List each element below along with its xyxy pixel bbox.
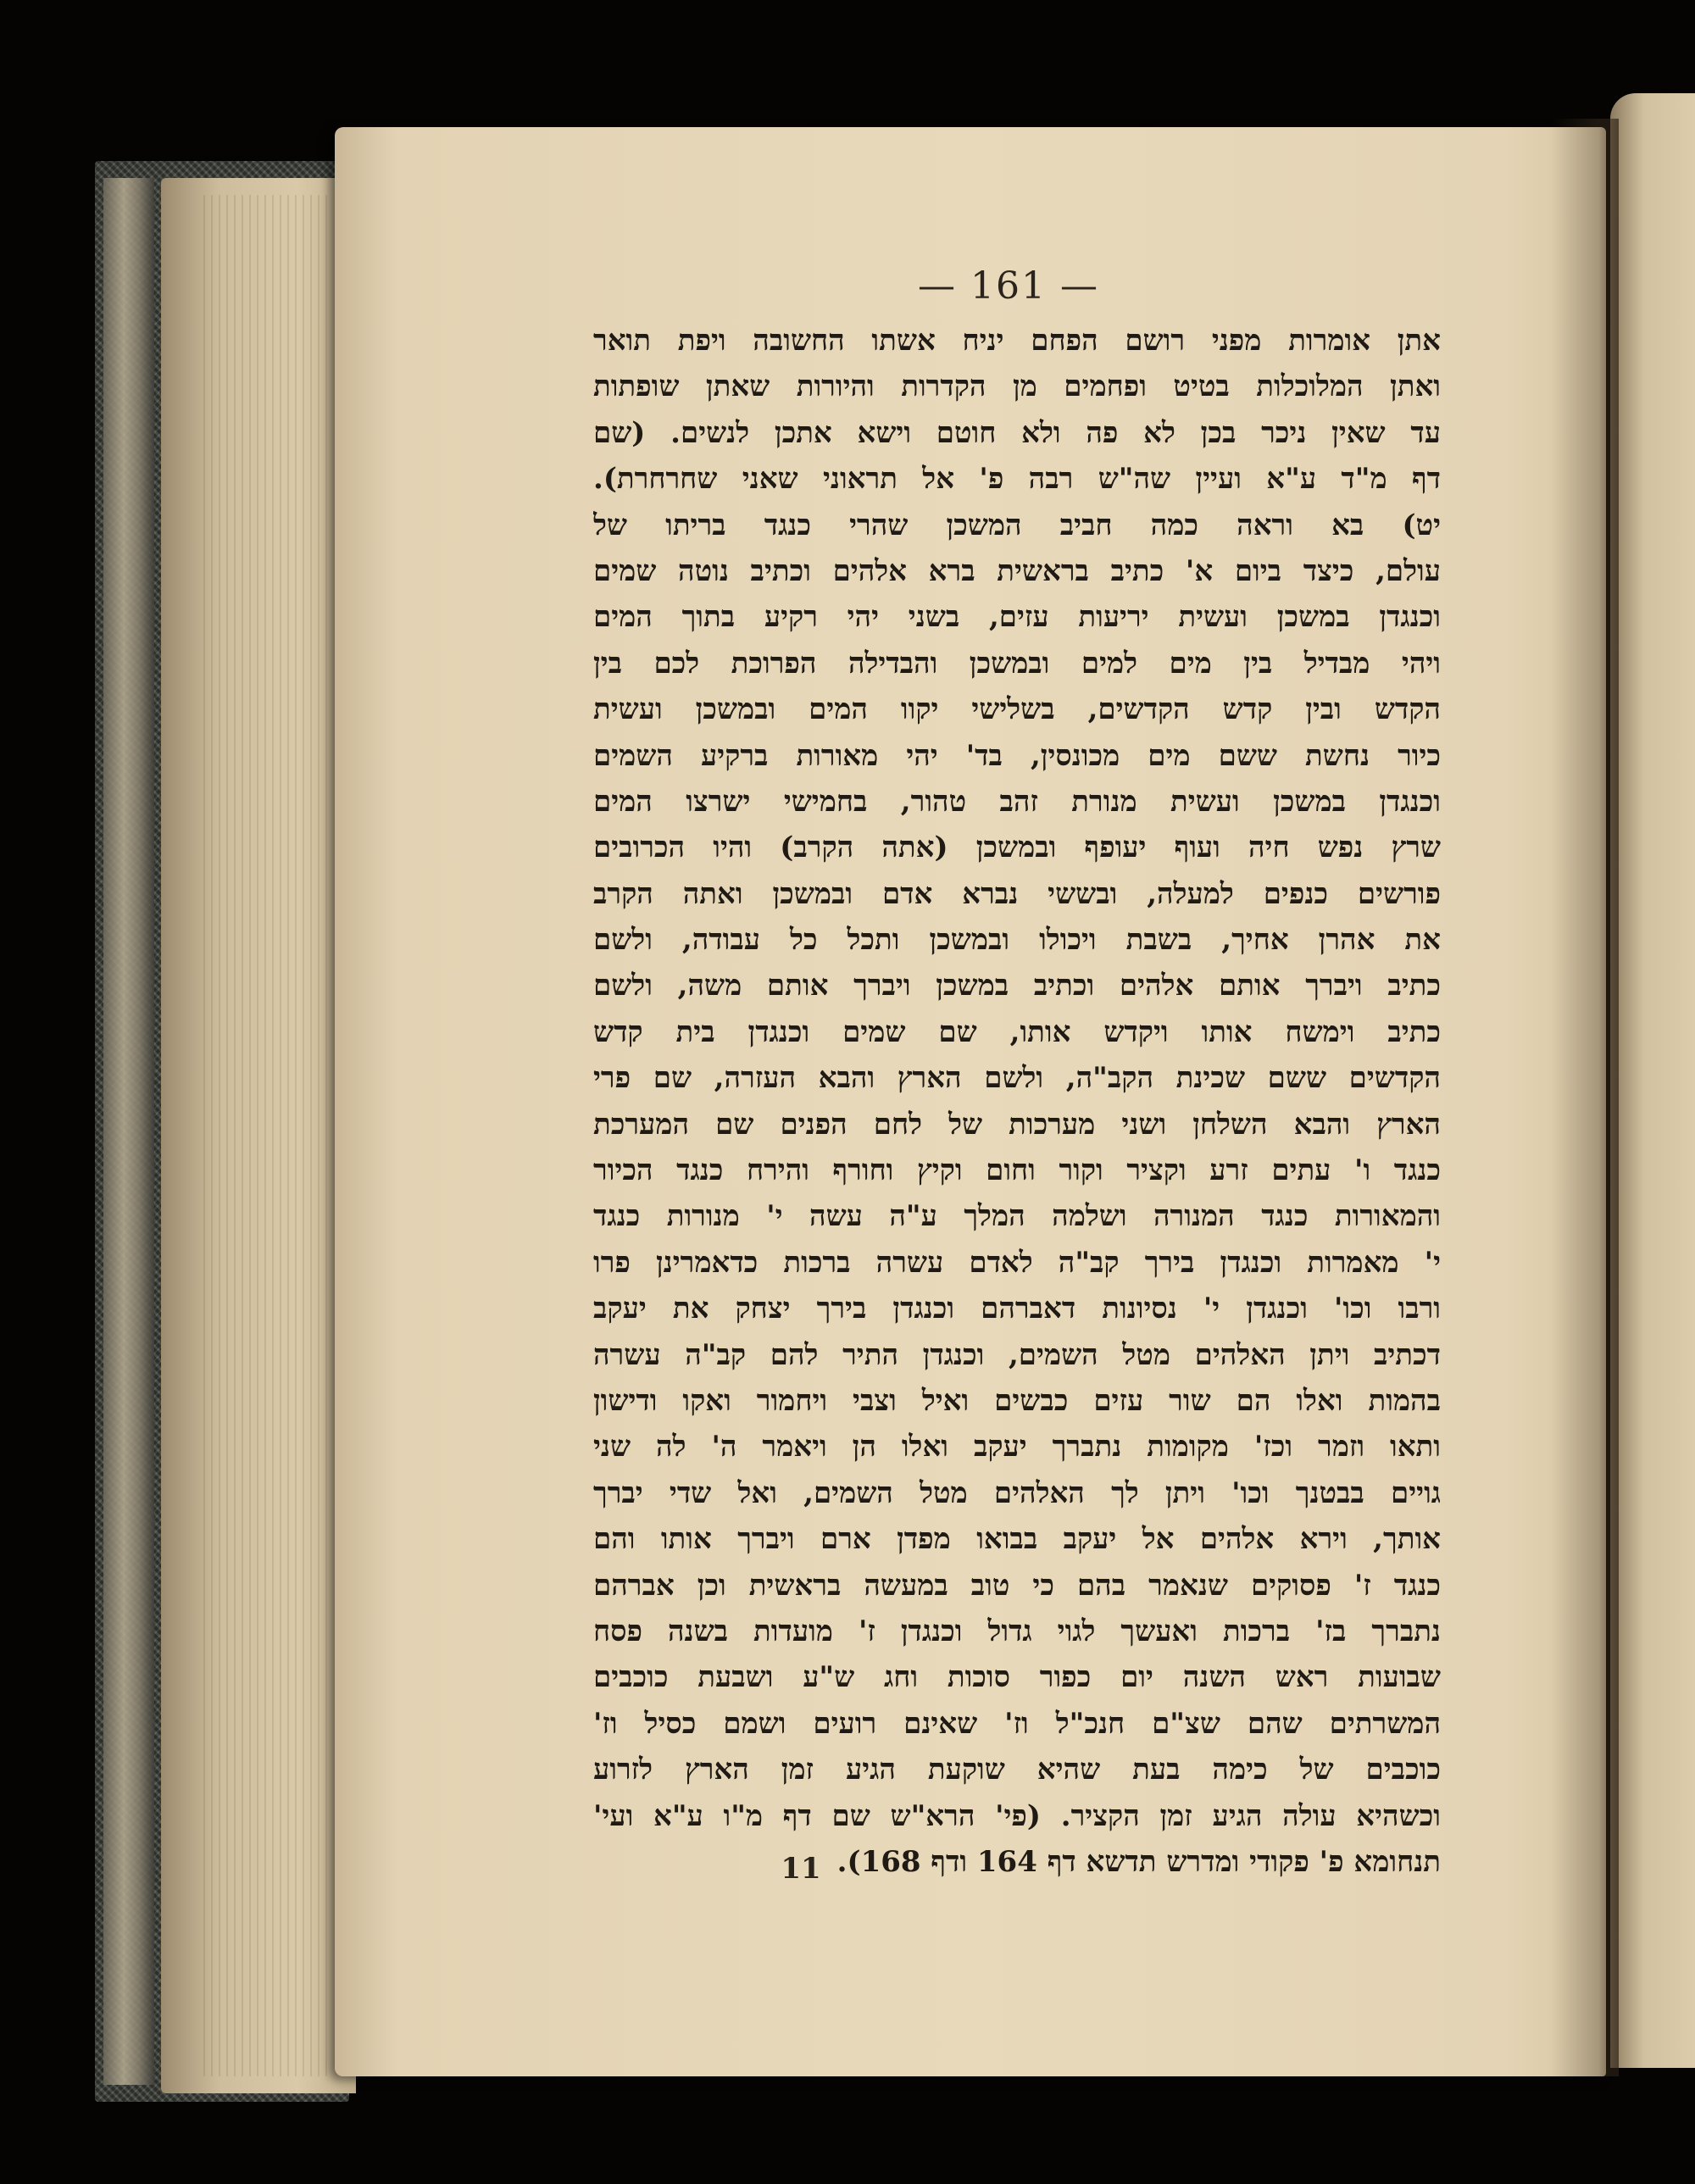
text-line: עד שאין ניכר בכן לא פה ולא חוטם וישא אתכן לנשים. (שם — [593, 415, 1441, 450]
text-line: י' מאמרות וכנגדן בירך קב"ה לאדם עשרה ברכות כדאמרינן פרו — [593, 1245, 1441, 1280]
text-line: הקדש ובין קדש הקדשים, בשלישי יקוו המים ובמשכן ועשית — [593, 692, 1441, 727]
text-line: אותך, וירא אלהים אל יעקב בבואו מפדן ארם ויברך אותו והם — [593, 1522, 1441, 1557]
text-line: וכנגדן במשכן ועשית יריעות עזים, בשני יהי רקיע בתוך המים — [593, 600, 1441, 635]
signature-mark: 11 — [781, 1852, 821, 1886]
text-line: כיור נחשת ששם מים מכונסין, בד' יהי מאורות ברקיע השמים — [593, 738, 1441, 773]
text-line: וכנגדן במשכן ועשית מנורת זהב טהור, בחמישי ישרצו המים — [593, 784, 1441, 819]
text-line: וכשהיא עולה הגיע זמן הקציר. (פי' הרא"ש שם דף מ"ו ע"א ועי' — [593, 1798, 1441, 1833]
text-line: ותאו וזמר וכז' מקומות נתברך יעקב ואלו הן ויאמר ה' לה שני — [593, 1430, 1441, 1464]
text-line: הקדשים ששם שכינת הקב"ה, ולשם הארץ והבא העזרה, שם פרי — [593, 1061, 1441, 1096]
text-line: המשרתים שהם שצ"ם חנכ"ל וז' שאינם רועים ושמם כסיל וז' — [593, 1706, 1441, 1741]
text-line: דכתיב ויתן האלהים מטל השמים, וכנגדן התיר להם קב"ה עשרה — [593, 1337, 1441, 1372]
text-line: נתברך בז' ברכות ואעשך לגוי גדול וכנגדן ז' מועדות בשנה פסח — [593, 1614, 1441, 1648]
text-line: עולם, כיצד ביום א' כתיב בראשית ברא אלהים וכתיב נוטה שמים — [593, 553, 1441, 588]
text-line: ורבו וכו' וכנגדן י' נסיונות דאברהם וכנגדן בירך יצחק את יעקב — [593, 1292, 1441, 1326]
text-line: ויהי מבדיל בין מים למים ובמשכן והבדילה הפרוכת לכם בין — [593, 646, 1441, 681]
text-line: דף מ"ד ע"א ועיין שה"ש רבה פ' אל תראוני שאני שחרחרת). — [593, 462, 1441, 497]
text-line: בהמות ואלו הם שור עזים כבשים ואיל וצבי ויחמור ואקו ודישון — [593, 1383, 1441, 1418]
text-line: כתיב וימשח אותו ויקדש אותו, שם שמים וכנגדן בית קדש — [593, 1014, 1441, 1049]
text-line: שרץ נפש חיה ועוף יעופף ובמשכן (אתה הקרב) והיו הכרובים — [593, 831, 1441, 865]
text-line: והמאורות כנגד המנורה ושלמה המלך ע"ה עשה י' מנורות כנגד — [593, 1199, 1441, 1234]
text-line: כוכבים של כימה בעת שהיא שוקעת הגיע זמן הארץ לזרוע — [593, 1753, 1441, 1787]
text-line: פורשים כנפים למעלה, ובששי נברא אדם ובמשכן ואתה הקרב — [593, 876, 1441, 911]
text-line: הארץ והבא השלחן ושני מערכות של לחם הפנים שם המערכת — [593, 1107, 1441, 1142]
text-line: כתיב ויברך אותם אלהים וכתיב במשכן ויברך אותם משה, ולשם — [593, 969, 1441, 1003]
gutter-shadow — [1551, 119, 1619, 2076]
text-line: כנגד ו' עתים זרע וקציר וקור וחום וקיץ וחורף והירח כנגד הכיור — [593, 1153, 1441, 1188]
text-line: תנחומא פ' פקודי ומדרש תדשא דף 164 ודף 168). — [836, 1844, 1441, 1879]
text-line: כנגד ז' פסוקים שנאמר בהם כי טוב במעשה בראשית וכן אברהם — [593, 1568, 1441, 1603]
text-line: יט) בא וראה כמה חביב המשכן שהרי כנגד בריתו של — [593, 508, 1441, 542]
text-line: אתן אומרות מפני רושם הפחם יניח אשתו החשובה ויפת תואר — [593, 324, 1441, 358]
text-line: גויים בבטנך וכו' ויתן לך האלהים מטל השמים, ואל שדי יברך — [593, 1475, 1441, 1510]
page-edge-lines — [203, 195, 331, 2076]
text-line: שבועות ראש השנה יום כפור סוכות וחג ש"ע ושבעת כוכבים — [593, 1660, 1441, 1695]
book-spine-edge — [103, 178, 154, 2085]
text-line: ואתן המלוכלות בטיט ופחמים מן הקדרות והיורות שאתן שופתות — [593, 370, 1441, 404]
page-text — [593, 318, 1441, 1885]
page-number: — 161 — — [918, 264, 1099, 308]
facing-page — [1610, 93, 1695, 2068]
text-line: את אהרן אחיך, בשבת ויכולו ובמשכן ותכל כל עבודה, ולשם — [593, 923, 1441, 958]
